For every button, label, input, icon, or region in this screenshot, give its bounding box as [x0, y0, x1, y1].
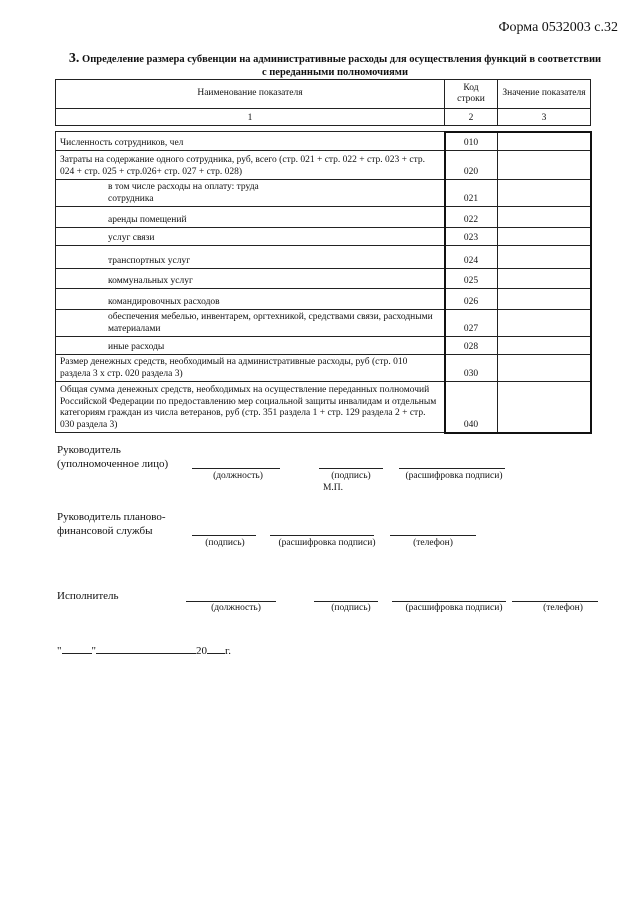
row-name: иные расходы	[56, 337, 445, 355]
bold-value-frame	[444, 131, 592, 434]
executor-position-caption: (должность)	[211, 603, 261, 613]
executor-position-line[interactable]	[186, 601, 276, 602]
finance-label-line1: Руководитель планово-	[57, 511, 166, 523]
date-day-field[interactable]	[62, 653, 92, 654]
finance-label	[57, 510, 166, 538]
executor-signature-caption: (подпись)	[331, 603, 371, 613]
row-code: 010	[445, 132, 498, 151]
header-value: Значение показателя	[498, 80, 591, 109]
row-code: 026	[445, 289, 498, 310]
finance-signature-caption: (подпись)	[205, 538, 245, 548]
col-number-3: 3	[498, 109, 591, 126]
row-code: 028	[445, 337, 498, 355]
column-numbers-row	[56, 109, 591, 126]
row-code: 024	[445, 246, 498, 269]
finance-decoding-caption: (расшифровка подписи)	[278, 538, 376, 548]
date-year-field[interactable]	[207, 653, 225, 654]
row-name: Численность сотрудников, чел	[56, 132, 445, 151]
section-title	[55, 52, 615, 79]
row-code: 040	[445, 382, 498, 433]
row-name: Затраты на содержание одного сотрудника, руб, всего (стр. 021 + стр. 022 + стр. 023 + стр. 024 + стр. 025 + стр.026+ стр. 027 + стр. 028)	[56, 151, 445, 180]
date-month-field[interactable]	[96, 653, 196, 654]
row-name: Общая сумма денежных средств, необходимых на осуществление переданных полномочий Российской Федерации по предоставлению мер социальной защиты инвалидам и отдельным категориям граждан из числа ветеранов, руб (стр. 351 раздела 1 + стр. 129 раздела 2 + стр. 030 раздела 3)	[56, 382, 445, 433]
executor-label: Исполнитель	[57, 590, 119, 602]
header-code: Код строки	[445, 80, 498, 109]
row-name: командировочных расходов	[56, 289, 445, 310]
finance-phone-caption: (телефон)	[413, 538, 453, 548]
head-position-caption: (должность)	[213, 471, 263, 481]
executor-phone-caption: (телефон)	[543, 603, 583, 613]
row-name: Размер денежных средств, необходимый на административные расходы, руб (стр. 010 раздела 3 х стр. 020 раздела 3)	[56, 355, 445, 382]
head-label-line1: Руководитель	[57, 444, 121, 456]
finance-label-line2: финансовой службы	[57, 525, 153, 537]
section-number: 3.	[68, 51, 80, 66]
row-code: 022	[445, 207, 498, 228]
date-line	[57, 645, 231, 657]
row-name: услуг связи	[56, 228, 445, 246]
stamp-place: М.П.	[322, 483, 344, 493]
executor-phone-line[interactable]	[512, 601, 598, 602]
row-name: в том числе расходы на оплату: труда сотрудника	[56, 180, 445, 207]
col-number-1: 1	[56, 109, 445, 126]
table-header-row	[56, 80, 591, 109]
executor-signature-line[interactable]	[314, 601, 378, 602]
header-name: Наименование показателя	[56, 80, 445, 109]
section-title-line2: с переданными полномочиями	[261, 67, 409, 78]
date-year-suffix: г.	[225, 645, 232, 657]
executor-decoding-line[interactable]	[392, 601, 506, 602]
head-position-line[interactable]	[192, 468, 280, 469]
head-decoding-line[interactable]	[399, 468, 505, 469]
row-code: 025	[445, 269, 498, 289]
row-code: 021	[445, 180, 498, 207]
row-name: транспортных услуг	[56, 246, 445, 269]
row-code: 027	[445, 310, 498, 337]
finance-phone-line[interactable]	[390, 535, 476, 536]
row-code: 023	[445, 228, 498, 246]
head-signature-line[interactable]	[319, 468, 383, 469]
form-number: Форма 0532003 с.32	[498, 20, 618, 35]
date-quote-open: "	[57, 645, 62, 657]
head-label	[57, 443, 168, 471]
head-decoding-caption: (расшифровка подписи)	[405, 471, 503, 481]
row-name: обеспечения мебелью, инвентарем, оргтехникой, средствами связи, расходными материалами	[56, 310, 445, 337]
date-quote-close: "	[91, 645, 96, 657]
row-code: 030	[445, 355, 498, 382]
finance-decoding-line[interactable]	[270, 535, 374, 536]
section-title-line1: Определение размера субвенции на административные расходы для осуществления функций в соответствии	[82, 54, 602, 65]
row-code: 020	[445, 151, 498, 180]
row-name: коммунальных услуг	[56, 269, 445, 289]
finance-signature-line[interactable]	[192, 535, 256, 536]
date-year-prefix: 20	[196, 645, 207, 657]
executor-decoding-caption: (расшифровка подписи)	[405, 603, 503, 613]
head-signature-caption: (подпись)	[331, 471, 371, 481]
col-number-2: 2	[445, 109, 498, 126]
head-label-line2: (уполномоченное лицо)	[57, 458, 169, 470]
row-name: аренды помещений	[56, 207, 445, 228]
